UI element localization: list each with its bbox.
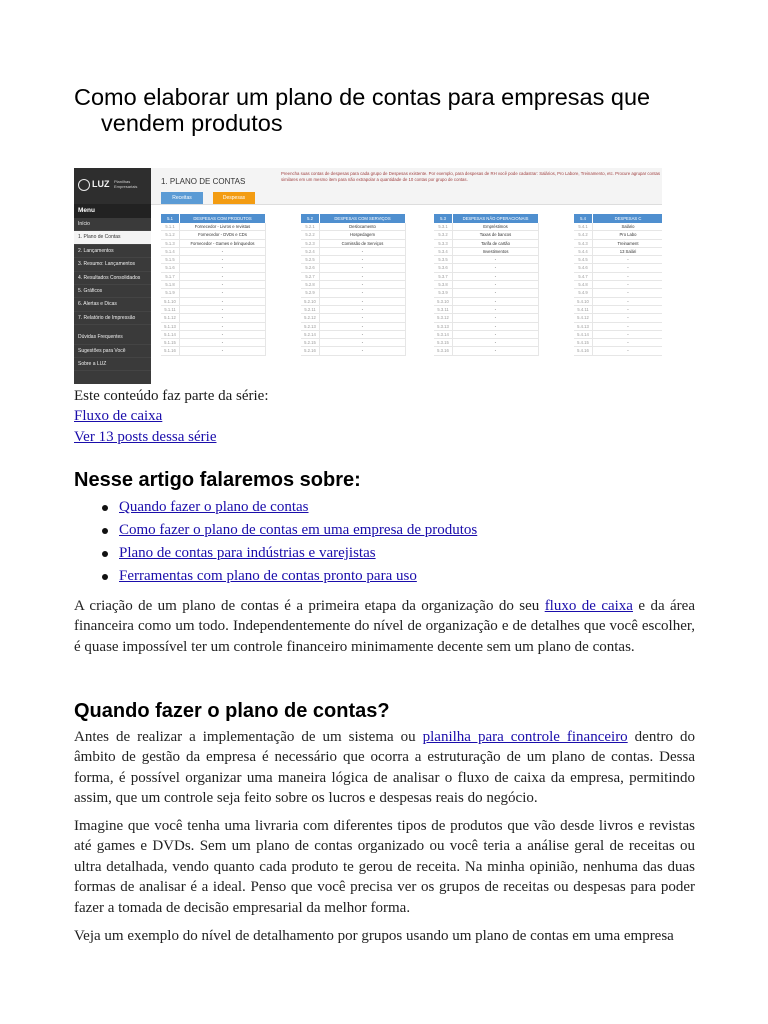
account-name: Comissão de Serviços [320, 240, 406, 248]
menu-item: 5. Gráficos [74, 285, 151, 298]
account-name: - [320, 264, 406, 272]
table-row [574, 314, 662, 322]
account-name: Empréstimos [453, 223, 539, 231]
table-row [161, 347, 266, 355]
account-code: 5.2.6 [301, 264, 320, 272]
account-name: - [593, 273, 662, 281]
account-name: - [180, 314, 266, 322]
account-name: - [453, 281, 539, 289]
bullet-icon [102, 574, 108, 580]
account-name: - [320, 323, 406, 331]
tab-despesas: Despesas [213, 192, 255, 204]
luz-logo-subtitle: Planilhas Empresariais [114, 179, 138, 189]
account-name: - [453, 298, 539, 306]
table-row [434, 331, 539, 339]
table-row [434, 314, 539, 322]
account-code: 5.3.8 [434, 281, 453, 289]
table-row [574, 323, 662, 331]
account-name: - [180, 273, 266, 281]
account-code: 5.1.9 [161, 289, 180, 297]
table-row [574, 240, 662, 248]
table-row [161, 281, 266, 289]
menu-item: 2. Lançamentos [74, 245, 151, 258]
account-name: - [320, 347, 406, 355]
account-code: 5.1.6 [161, 264, 180, 272]
account-group-table [434, 214, 539, 356]
menu-item: 4. Resultados Consolidados [74, 272, 151, 285]
table-row [574, 289, 662, 297]
account-name: - [180, 323, 266, 331]
account-name: - [320, 331, 406, 339]
paragraph: Imagine que você tenha uma livraria com diferentes tipos de produtos que vão desde livros e revistas até games e DVDs. Sem um plano de contas organizado ou você teria a análise geral de receitas ou ultra detalhada, vendo quanto cada produto te gerou de receita. Na minha opinião, nenhuma das duas formas de analisar é a ideal. Penso que você precisa ver os grupos de receitas ou despesas para poder fazer a tomada de decisão empresarial da melhor forma. [74, 818, 695, 916]
fluxo-de-caixa-link[interactable]: fluxo de caixa [544, 598, 633, 614]
table-row [161, 240, 266, 248]
account-name: 13 Salári [593, 248, 662, 256]
spreadsheet-topbar [151, 168, 662, 205]
table-row [301, 264, 406, 272]
account-code: 5.2.4 [301, 248, 320, 256]
account-code: 5.1.8 [161, 281, 180, 289]
account-code: 5.2.10 [301, 298, 320, 306]
title-line-1: Como elaborar um plano de contas para empresas que [74, 84, 651, 110]
table-row [434, 306, 539, 314]
column-header: 5.1 [161, 214, 180, 223]
account-name: - [320, 273, 406, 281]
account-code: 5.3.15 [434, 339, 453, 347]
table-row [161, 231, 266, 239]
account-name: - [593, 306, 662, 314]
table-row [161, 264, 266, 272]
tab-receitas: Receitas [161, 192, 203, 204]
account-name: - [320, 339, 406, 347]
account-name: - [453, 256, 539, 264]
account-code: 5.1.5 [161, 256, 180, 264]
spreadsheet-menu [74, 218, 151, 325]
series-link-fluxo-de-caixa[interactable]: Fluxo de caixa [74, 408, 163, 424]
table-row [574, 231, 662, 239]
table-header [434, 214, 539, 223]
table-row [434, 273, 539, 281]
account-code: 5.2.13 [301, 323, 320, 331]
table-row [301, 347, 406, 355]
table-row [434, 248, 539, 256]
list-item [74, 565, 477, 588]
table-row [574, 339, 662, 347]
table-row [301, 331, 406, 339]
table-row [161, 273, 266, 281]
account-group-table [301, 214, 406, 356]
account-code: 5.2.15 [301, 339, 320, 347]
account-name: - [453, 347, 539, 355]
table-row [301, 306, 406, 314]
account-code: 5.3.12 [434, 314, 453, 322]
account-name: - [180, 281, 266, 289]
intro-text: A criação de um plano de contas é a primeira etapa da organização do seu [74, 598, 545, 614]
account-name: - [320, 314, 406, 322]
account-code: 5.4.10 [574, 298, 593, 306]
account-code: 5.4.4 [574, 248, 593, 256]
table-header [161, 214, 266, 223]
table-row [574, 223, 662, 231]
account-code: 5.1.3 [161, 240, 180, 248]
account-code: 5.3.3 [434, 240, 453, 248]
account-code: 5.1.4 [161, 248, 180, 256]
list-item [74, 542, 477, 565]
account-name: - [453, 273, 539, 281]
account-name: - [593, 256, 662, 264]
column-header: DESPESAS C [593, 214, 662, 223]
toc-link[interactable]: Quando fazer o plano de contas [119, 499, 309, 515]
account-name: - [453, 331, 539, 339]
spreadsheet-content [151, 168, 662, 384]
account-code: 5.3.16 [434, 347, 453, 355]
column-header: 5.3 [434, 214, 453, 223]
table-row [301, 314, 406, 322]
luz-logo [74, 168, 151, 204]
table-row [574, 298, 662, 306]
table-row [301, 339, 406, 347]
spreadsheet-menu-extra [74, 331, 151, 371]
page-title [74, 84, 695, 136]
account-name: Salário [593, 223, 662, 231]
account-name: Fornecedor - Games e brinquedos [180, 240, 266, 248]
account-name: - [320, 256, 406, 264]
table-row [434, 347, 539, 355]
account-code: 5.1.16 [161, 347, 180, 355]
toc-link[interactable]: Como fazer o plano de contas em uma empresa de produtos [119, 522, 478, 538]
account-code: 5.2.16 [301, 347, 320, 355]
account-name: Deslocamento [320, 223, 406, 231]
table-row [161, 223, 266, 231]
account-name: - [593, 264, 662, 272]
column-header: DESPESAS COM PRODUTOS [180, 214, 266, 223]
table-row [574, 256, 662, 264]
account-code: 5.3.13 [434, 323, 453, 331]
account-code: 5.2.9 [301, 289, 320, 297]
account-code: 5.4.14 [574, 331, 593, 339]
luz-logo-text: LUZ [92, 179, 110, 189]
account-code: 5.2.5 [301, 256, 320, 264]
account-code: 5.3.11 [434, 306, 453, 314]
account-code: 5.3.5 [434, 256, 453, 264]
account-code: 5.2.11 [301, 306, 320, 314]
table-row [434, 289, 539, 297]
table-row [161, 331, 266, 339]
account-name: - [593, 298, 662, 306]
account-code: 5.4.2 [574, 231, 593, 239]
account-code: 5.4.13 [574, 323, 593, 331]
account-group-table [161, 214, 266, 356]
table-row [574, 248, 662, 256]
intro-paragraph [74, 596, 695, 657]
table-row [301, 231, 406, 239]
account-code: 5.2.1 [301, 223, 320, 231]
account-name: - [320, 289, 406, 297]
menu-item: 6. Alertas e Dicas [74, 298, 151, 311]
account-name: - [453, 289, 539, 297]
account-code: 5.4.1 [574, 223, 593, 231]
account-name: - [320, 281, 406, 289]
menu-item: 3. Resumo: Lançamentos [74, 258, 151, 271]
account-code: 5.4.8 [574, 281, 593, 289]
sheet-hint: Preencha suas contas de despesas para cada grupo de Despesas existente. Por exemplo, para despesas de RH você pode cadastrar: Salários, Pro Labore, Treinamento, etc. Procure agrupar contas similares em um mesmo item para não extrapolar a quantidade de 10 contas por grupo de contas. [281, 171, 661, 182]
account-name: - [180, 256, 266, 264]
account-name: - [453, 339, 539, 347]
menu-item: 1. Plano de Contas [74, 231, 151, 244]
account-code: 5.4.5 [574, 256, 593, 264]
account-name: - [453, 314, 539, 322]
account-name: - [180, 298, 266, 306]
account-code: 5.1.1 [161, 223, 180, 231]
table-row [434, 231, 539, 239]
menu-item: 7. Relatório de Impressão [74, 312, 151, 325]
menu-item: Dúvidas Frequentes [74, 331, 151, 344]
account-name: - [453, 264, 539, 272]
account-code: 5.2.2 [301, 231, 320, 239]
toc-link[interactable]: Ferramentas com plano de contas pronto para uso [119, 568, 417, 584]
table-row [574, 264, 662, 272]
table-row [434, 323, 539, 331]
account-name: - [593, 281, 662, 289]
account-code: 5.1.13 [161, 323, 180, 331]
paragraph-text: Antes de realizar a implementação de um sistema ou [74, 729, 423, 745]
account-name: - [453, 323, 539, 331]
table-header [574, 214, 662, 223]
bullet-icon [102, 528, 108, 534]
table-row [161, 289, 266, 297]
menu-heading: Menu [74, 204, 151, 218]
account-code: 5.4.3 [574, 240, 593, 248]
account-name: - [593, 323, 662, 331]
account-name: - [180, 306, 266, 314]
table-row [574, 331, 662, 339]
table-row [301, 289, 406, 297]
column-header: DESPESAS COM SERVIÇOS [320, 214, 406, 223]
account-name: - [180, 289, 266, 297]
table-row [301, 298, 406, 306]
account-name: Taxas de bancos [453, 231, 539, 239]
account-name: Hospedagem [320, 231, 406, 239]
account-code: 5.2.12 [301, 314, 320, 322]
series-label: Este conteúdo faz parte da série: [74, 388, 269, 404]
table-row [161, 256, 266, 264]
account-code: 5.3.6 [434, 264, 453, 272]
toc-link[interactable]: Plano de contas para indústrias e varejistas [119, 545, 376, 561]
list-item [74, 496, 477, 519]
account-code: 5.3.2 [434, 231, 453, 239]
table-row [574, 306, 662, 314]
account-code: 5.1.11 [161, 306, 180, 314]
menu-item: Sugestões para Você [74, 345, 151, 358]
toc-heading: Nesse artigo falaremos sobre: [74, 469, 361, 491]
bullet-icon [102, 551, 108, 557]
column-header: 5.2 [301, 214, 320, 223]
account-code: 5.2.8 [301, 281, 320, 289]
account-name: - [593, 289, 662, 297]
table-row [434, 264, 539, 272]
sheet-title: 1. PLANO DE CONTAS [161, 177, 246, 186]
column-header: DESPESAS NÃO OPERACIONAIS [453, 214, 539, 223]
account-name: Pro Labo [593, 231, 662, 239]
paragraph-text-cont: dentro do âmbito de gestão da empresa é necessário que ocorra a estruturação de um plano de contas. Dessa forma, é possível organizar uma maneira lógica de analisar o fluxo de caixa da empresa, permitindo assim, que um controle seja feito sobre os lucros e despesas reais do negócio. [74, 729, 695, 807]
table-row [161, 298, 266, 306]
table-row [161, 248, 266, 256]
account-code: 5.3.10 [434, 298, 453, 306]
account-name: - [320, 248, 406, 256]
account-name: - [593, 331, 662, 339]
table-row [574, 347, 662, 355]
account-code: 5.3.14 [434, 331, 453, 339]
account-name: - [180, 339, 266, 347]
intro-text-cont: e da área financeira como um todo. Independentemente do nível de organização e de detalhes que você escolher, é quase impossível ter um controle financeiro minimamente decente sem um plano de contas. [74, 598, 695, 655]
account-name: - [180, 248, 266, 256]
account-name: - [593, 314, 662, 322]
table-row [161, 314, 266, 322]
account-code: 5.4.15 [574, 339, 593, 347]
account-code: 5.4.12 [574, 314, 593, 322]
plano-de-contas-screenshot [74, 168, 662, 384]
table-row [301, 281, 406, 289]
spreadsheet-sidebar [74, 168, 151, 384]
account-code: 5.1.10 [161, 298, 180, 306]
table-row [301, 240, 406, 248]
paragraph [74, 727, 695, 809]
account-code: 5.4.6 [574, 264, 593, 272]
table-row [301, 248, 406, 256]
table-row [434, 240, 539, 248]
table-row [434, 281, 539, 289]
account-code: 5.3.7 [434, 273, 453, 281]
account-code: 5.3.4 [434, 248, 453, 256]
column-header: 5.4 [574, 214, 593, 223]
account-name: - [453, 306, 539, 314]
account-code: 5.3.1 [434, 223, 453, 231]
account-code: 5.2.14 [301, 331, 320, 339]
table-row [434, 298, 539, 306]
bullet-icon [102, 505, 108, 511]
series-link-ver-posts[interactable]: Ver 13 posts dessa série [74, 429, 217, 445]
table-row [301, 223, 406, 231]
account-name: Tarifa de cartão [453, 240, 539, 248]
account-name: - [593, 347, 662, 355]
account-name: - [320, 306, 406, 314]
account-name: Fornecedor - DVDs e CDs [180, 231, 266, 239]
list-item [74, 519, 477, 542]
table-row [161, 323, 266, 331]
table-row [574, 281, 662, 289]
menu-item: Início [74, 218, 151, 231]
account-name: Investimentos [453, 248, 539, 256]
account-code: 5.1.15 [161, 339, 180, 347]
account-group-table [574, 214, 662, 356]
table-row [574, 273, 662, 281]
section-heading: Quando fazer o plano de contas? [74, 700, 390, 722]
menu-item: Sobre a LUZ [74, 358, 151, 371]
account-name: - [320, 298, 406, 306]
table-header [301, 214, 406, 223]
account-name: - [180, 264, 266, 272]
table-row [301, 256, 406, 264]
account-name: - [180, 331, 266, 339]
account-name: - [180, 347, 266, 355]
table-row [301, 323, 406, 331]
account-name: - [593, 339, 662, 347]
paragraph: Veja um exemplo do nível de detalhamento por grupos usando um plano de contas em uma empresa [74, 928, 674, 944]
table-row [434, 339, 539, 347]
planilha-link[interactable]: planilha para controle financeiro [422, 729, 628, 745]
account-name: Fornecedor - Livros e revistas [180, 223, 266, 231]
table-row [434, 256, 539, 264]
account-code: 5.4.9 [574, 289, 593, 297]
table-row [161, 306, 266, 314]
title-line-2: vendem produtos [101, 110, 283, 136]
account-code: 5.4.11 [574, 306, 593, 314]
account-code: 5.3.9 [434, 289, 453, 297]
table-row [434, 223, 539, 231]
account-code: 5.1.14 [161, 331, 180, 339]
table-of-contents [74, 496, 477, 588]
account-code: 5.4.7 [574, 273, 593, 281]
account-code: 5.4.16 [574, 347, 593, 355]
account-name: Treinament [593, 240, 662, 248]
account-code: 5.1.2 [161, 231, 180, 239]
account-code: 5.1.7 [161, 273, 180, 281]
table-row [301, 273, 406, 281]
account-code: 5.1.12 [161, 314, 180, 322]
account-code: 5.2.3 [301, 240, 320, 248]
account-code: 5.2.7 [301, 273, 320, 281]
table-row [161, 339, 266, 347]
luz-logo-icon [78, 179, 90, 191]
